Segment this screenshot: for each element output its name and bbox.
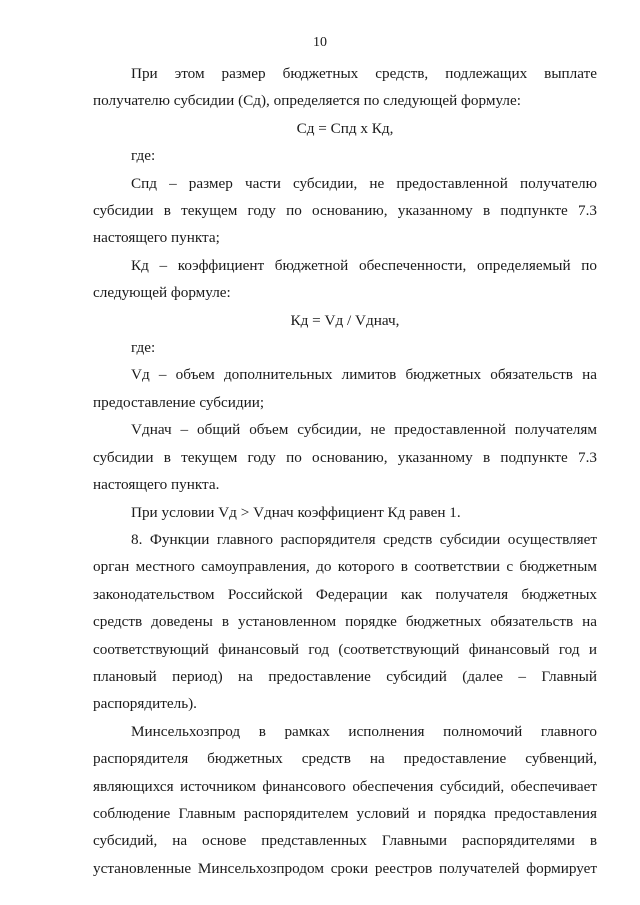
formula-kd: Кд = Vд / Vднач, [290, 311, 400, 329]
definition-kd: Кд – коэффициент бюджетной обеспеченности, определяемый по следующей формуле: [93, 256, 597, 302]
paragraph-where-1: где: [131, 147, 156, 165]
definition-vd: Vд – объем дополнительных лимитов бюджетных обязательств на предоставление субсидии; [93, 366, 597, 411]
definition-spd: Спд – размер части субсидии, не предоставленной получателю субсидии в текущем году по основанию, указанному в подпункте 7.3 настоящего пункта; [93, 174, 597, 247]
paragraph-minselkhozprod: Минсельхозпрод в рамках исполнения полномочий главного распорядителя бюджетных средств на предоставление субвенций, являющихся источником финансового обеспечения субсидий, обеспечивает соблюдение Главным распорядителем условий и порядка предоставления субсидий, на основе представленных Главными распорядителями в установленные Минсельхозпродом сроки реестров получателей формирует [93, 722, 597, 877]
formula-sd: Сд = Спд х Кд, [296, 119, 394, 137]
paragraph-where-2: где: [131, 339, 156, 357]
paragraph-section-8: 8. Функции главного распорядителя средств субсидии осуществляет орган местного самоуправления, до которого в соответствии с бюджетным законодательством Российской Федерации как получателя бюджетных средств доведены в установленном порядке бюджетных обязательств на соответствующий финансовый год (соответствующий финансовый год и плановый период) на предоставление субсидий (далее – Главный распорядитель). [93, 530, 597, 713]
definition-vdnach: Vднач – общий объем субсидии, не предоставленной получателям субсидии в текущем году по основанию, указанному в подпункте 7.3 настоящего пункта. [93, 421, 597, 494]
paragraph-payment-size: При этом размер бюджетных средств, подлежащих выплате получателю субсидии (Сд), определяется по следующей формуле: [93, 65, 597, 110]
page-number: 10 [313, 35, 327, 50]
document-body [93, 60, 597, 882]
paragraph-condition: При условии Vд > Vднач коэффициент Кд равен 1. [131, 503, 461, 521]
